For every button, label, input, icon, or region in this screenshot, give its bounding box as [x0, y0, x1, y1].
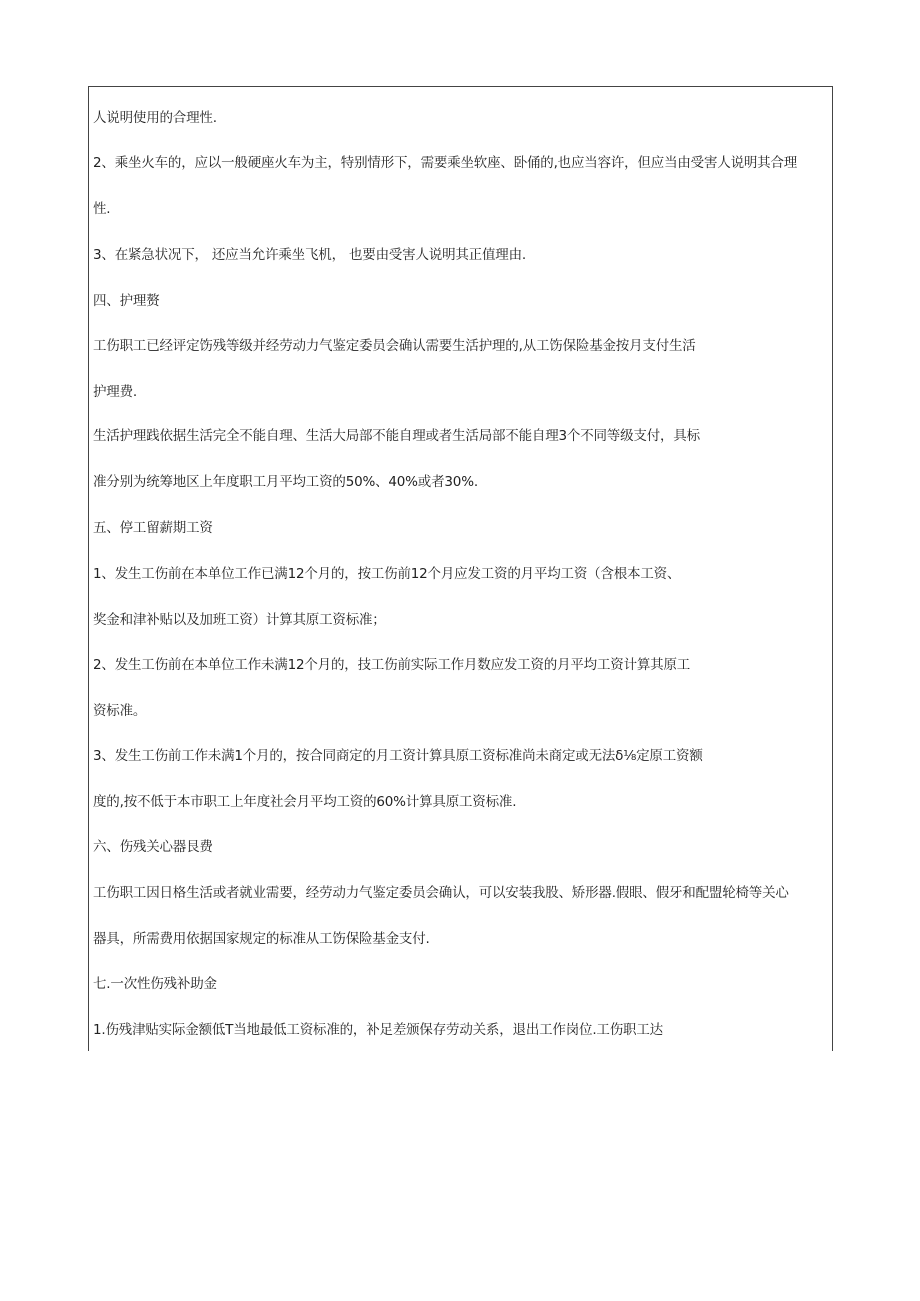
section-heading: 六、伤残关心器艮费: [93, 839, 213, 855]
text-line: 奖金和津补贴以及加班工资）计算其原工资标准；: [93, 612, 386, 628]
text-line: 资标准。: [93, 703, 147, 719]
text-line: 1、发生工伤前在本单位工作已满12个月的，按工伤前12个月应发工资的月平均工资（含根本工资、: [93, 566, 681, 582]
document-frame: [88, 86, 833, 1051]
text-line: 3、在紧急状况下， 还应当允许乘坐飞机， 也要由受害人说明其正值理由.: [93, 247, 526, 263]
text-line: 准分别为统筹地区上年度职工月平均工资的50%、40%或者30%.: [93, 474, 478, 490]
section-heading: 四、护理赘: [93, 293, 160, 309]
section-heading: 五、停工留薪期工资: [93, 520, 213, 536]
text-line: 工伤职工因日格生活或者就业需要，经劳动力气鉴定委员会确认，可以安装我股、矫形器.假眼、假牙和配盟轮椅等关心: [93, 885, 789, 901]
text-line: 护理费.: [93, 384, 137, 400]
text-line: 2、发生工伤前在本单位工作未满12个月的，技工伤前实际工作月数应发工资的月平均工资计算其原工: [93, 657, 691, 673]
text-line: 工伤职工已经评定饬残等级并经劳动力气鉴定委员会确认需要生活护理的,从工饬保险基金按月支付生活: [93, 338, 696, 354]
text-line: 器具，所需费用依据国家规定的标准从工饬保险基金支付.: [93, 931, 430, 947]
section-heading: 七.一次性伤残补助金: [93, 976, 217, 992]
text-line: 生活护理践依据生活完全不能自理、生活大局部不能自理或者生活局部不能自理3个不同等级支付，具标: [93, 428, 700, 444]
text-line: 性.: [93, 201, 111, 217]
text-line: 3、发生工伤前工作未满1个月的，按合同商定的月工资计算具原工资标准尚未商定或无法δ⅛定原工资额: [93, 748, 703, 764]
text-line: 度的,按不低于本市职工上年度社会月平均工资的60%计算具原工资标准.: [93, 794, 517, 810]
text-line: 人说明使用的合理性.: [93, 110, 217, 126]
text-line: 1.伤残津贴实际金额低T当地最低工资标准的，补足差颁保存劳动关系，退出工作岗位.工伤职工达: [93, 1022, 663, 1038]
text-line: 2、乘坐火车的，应以一般硬座火车为主，特别情形下，需要乘坐软座、卧俑的,也应当容许，但应当由受害人说明其合理: [93, 155, 798, 171]
